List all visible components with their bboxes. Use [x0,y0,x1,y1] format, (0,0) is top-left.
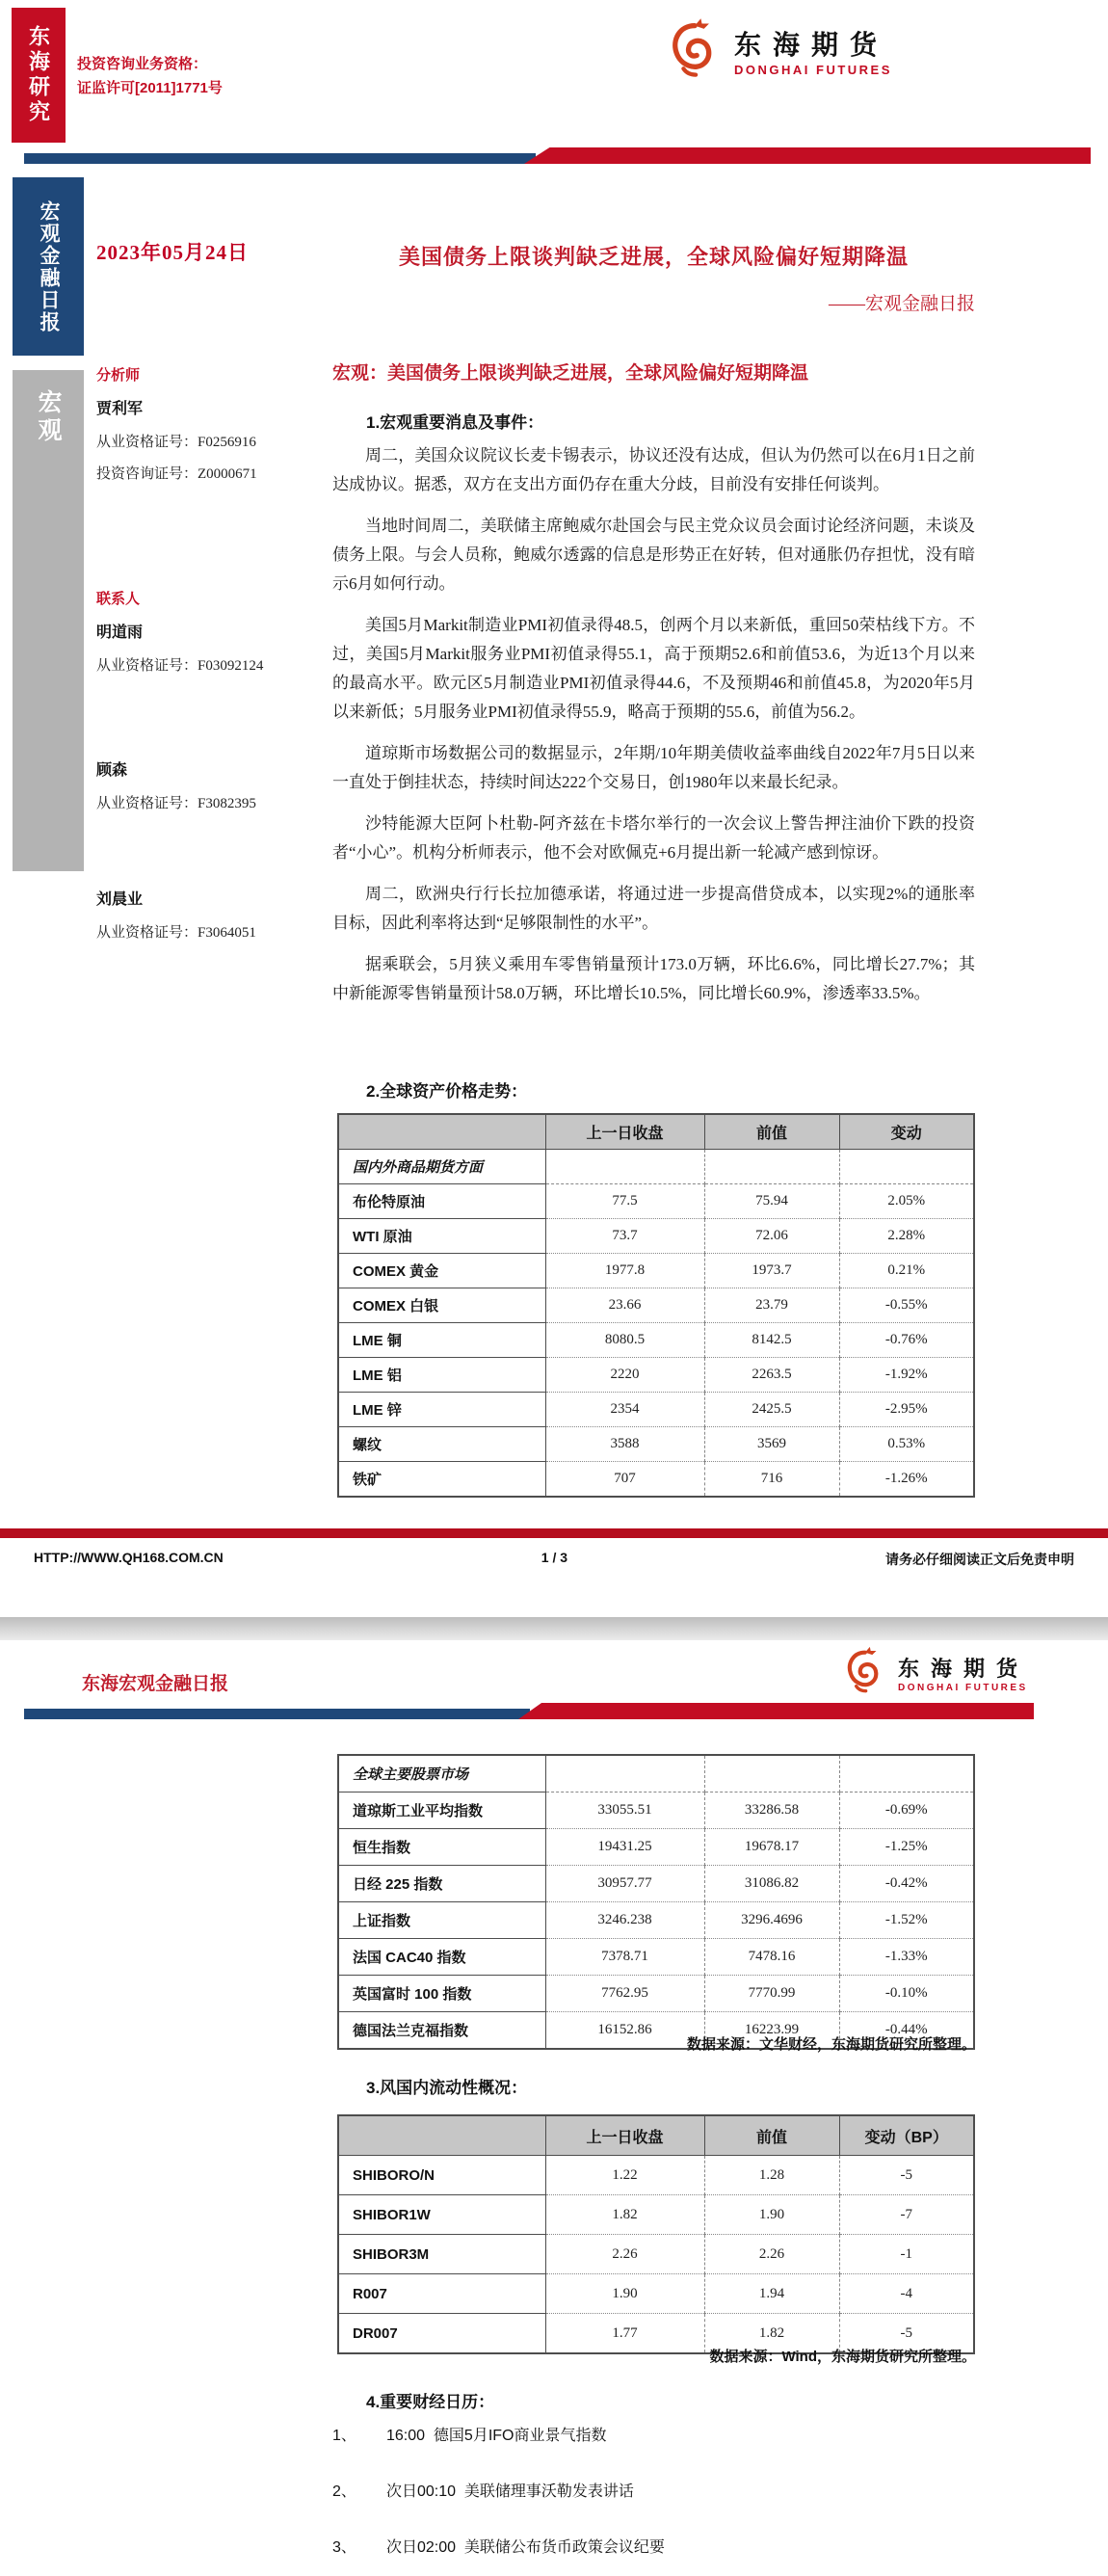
sidebar-report-box [13,177,84,356]
analyst-advisor-cert: 投资咨询证号：Z0000671 [96,466,257,482]
qualification-text [77,52,223,100]
data-source-note-1: 数据来源：文华财经，东海期货研究所整理。 [686,2036,976,2053]
brand-research-box [12,8,66,143]
value-cell: 8142.5 [704,1323,839,1358]
value-cell: -0.10% [839,1976,974,2012]
calendar-item-text: 次日02:00 美联储公布货币政策会议纪要 [386,2539,665,2556]
contact-cert: 从业资格证号：F03092124 [96,658,264,674]
calendar-item [332,2421,975,2451]
report-title: 美国债务上限谈判缺乏进展，全球风险偏好短期降温 [398,245,909,269]
value-cell: 7770.99 [704,1976,839,2012]
value-cell: 2.28% [839,1219,974,1254]
calendar-item-number: 2、 [332,2483,356,2500]
row-label-cell: SHIBORO/N [338,2156,545,2195]
value-cell: -1 [839,2235,974,2274]
value-cell: 2.26 [704,2235,839,2274]
paragraph: 美国5月Markit制造业PMI初值录得48.5，创两个月以来新低，重回50荣枯线下方。不过，美国5月Markit服务业PMI初值录得55.1，高于预期52.6和前值53.6，为近13个月以来的最高水平。欧元区5月制造业PMI初值录得44.6，不及预期46和前值45.8，为2020年5月以来新低；5月服务业PMI初值录得55.9，略高于预期的55.6，前值为56.2。 [332,616,975,721]
table-row [338,1902,974,1939]
value-cell: -5 [839,2156,974,2195]
table-row [338,1866,974,1902]
value-cell: -0.69% [839,1793,974,1829]
value-cell: 72.06 [704,1219,839,1254]
footer-disclaimer-notice: 请务必仔细阅读正文后免责申明 [885,1552,1074,1567]
table-row [338,1427,974,1462]
paragraph: 当地时间周二，美联储主席鲍威尔赴国会与民主党众议员会面讨论经济问题，未谈及债务上限。与会人员称，鲍威尔透露的信息是形势正在好转，但对通胀仍存担忧，没有暗示6月如何行动。 [332,517,975,593]
row-label-cell: WTI 原油 [338,1219,545,1254]
table-row [338,1219,974,1254]
row-label-cell: R007 [338,2274,545,2314]
table-row [338,2235,974,2274]
value-cell: -1.25% [839,1829,974,1866]
table-row [338,1793,974,1829]
table-row [338,1254,974,1288]
table-row [338,2156,974,2195]
table-header-cell: 前值 [704,1114,839,1150]
value-cell: 1973.7 [704,1254,839,1288]
paragraph: 周二，美国众议院议长麦卡锡表示，协议还没有达成，但认为仍然可以在6月1日之前达成协议。据悉，双方在支出方面仍存在重大分歧，目前没有安排任何谈判。 [332,446,975,493]
value-cell: 73.7 [545,1219,704,1254]
value-cell: 1977.8 [545,1254,704,1288]
table-header-cell [338,2115,545,2156]
contact-name: 明道雨 [96,624,144,641]
row-label-cell: COMEX 白银 [338,1288,545,1323]
paragraph: 周二，欧洲央行行长拉加德承诺，将通过进一步提高借贷成本，以实现2%的通胀率目标，因此利率将达到“足够限制性的水平”。 [332,885,975,932]
contact-name: 刘晨业 [96,891,144,908]
brand-research-label: 东海研究 [26,25,51,125]
value-cell: 30957.77 [545,1866,704,1902]
value-cell: -1.33% [839,1939,974,1976]
value-cell: -1.26% [839,1462,974,1498]
value-cell: -0.55% [839,1288,974,1323]
value-cell: 19431.25 [545,1829,704,1866]
data-source-note-2: 数据来源：Wind，东海期货研究所整理。 [709,2349,976,2365]
sidebar-report-label: 宏观金融日报 [38,199,60,333]
value-cell: -1.52% [839,1902,974,1939]
analyst-name: 贾利军 [96,401,144,417]
analyst-block [96,364,332,483]
global-stock-market-table [337,1754,975,2050]
row-label-cell: 道琼斯工业平均指数 [338,1793,545,1829]
company-logo-small [840,1644,1029,1701]
qualification-line2: 证监许可[2011]1771号 [77,80,223,96]
value-cell: 2354 [545,1393,704,1427]
value-cell: 33286.58 [704,1793,839,1829]
contact-block-3 [96,887,332,942]
footer-url: HTTP://WWW.QH168.COM.CN [34,1550,224,1565]
footer-red-bar [0,1528,1108,1538]
row-label-cell: COMEX 黄金 [338,1254,545,1288]
calendar-item [332,2477,975,2507]
page-separator [0,1617,1108,1640]
row-label-cell: 螺纹 [338,1427,545,1462]
table-row [338,1939,974,1976]
table-row [338,2195,974,2235]
table-group-row [338,1755,974,1793]
value-cell: 7378.71 [545,1939,704,1976]
table-header-cell: 上一日收盘 [545,1114,704,1150]
sidebar-category-box [13,370,84,871]
row-label-cell: 上证指数 [338,1902,545,1939]
value-cell: 1.90 [545,2274,704,2314]
value-cell: 23.79 [704,1288,839,1323]
value-cell: 2263.5 [704,1358,839,1393]
value-cell: 2425.5 [704,1393,839,1427]
row-label-cell: 日经 225 指数 [338,1866,545,1902]
value-cell: 1.28 [704,2156,839,2195]
value-cell: -5 [839,2314,974,2354]
domestic-liquidity-table [337,2114,975,2354]
value-cell: 1.82 [704,2314,839,2354]
row-label-cell: 法国 CAC40 指数 [338,1939,545,1976]
row-label-cell: LME 铝 [338,1358,545,1393]
table-header-cell: 变动 [839,1114,974,1150]
paragraph: 据乘联会，5月狭义乘用车零售销量预计173.0万辆，环比6.6%，同比增长27.7%；其中新能源零售销量预计58.0万辆，环比增长10.5%，同比增长60.9%，渗透率33.5%。 [332,955,975,1002]
value-cell: -0.42% [839,1866,974,1902]
paragraph: 道琼斯市场数据公司的数据显示，2年期/10年期美债收益率曲线自2022年7月5日以来一直处于倒挂状态，持续时间达222个交易日，创1980年以来最长纪录。 [332,744,975,791]
calendar-item-number: 3、 [332,2539,356,2556]
table-row [338,1184,974,1219]
calendar-item-text: 次日00:10 美联储理事沃勒发表讲话 [386,2483,634,2500]
value-cell: -4 [839,2274,974,2314]
page2-header-title: 东海宏观金融日报 [82,1674,229,1694]
row-label-cell: DR007 [338,2314,545,2354]
calendar-item-number: 1、 [332,2428,356,2444]
value-cell: 3246.238 [545,1902,704,1939]
table-group-row [338,1150,974,1184]
value-cell: 7478.16 [704,1939,839,1976]
table-row [338,2274,974,2314]
section2-title: 2.全球资产价格走势： [366,1082,528,1101]
logo-chinese-text: 东海期货 [898,1656,1030,1681]
value-cell: 19678.17 [704,1829,839,1866]
value-cell: 716 [704,1462,839,1498]
row-label-cell: SHIBOR1W [338,2195,545,2235]
value-cell: -0.76% [839,1323,974,1358]
global-asset-price-table [337,1113,975,1498]
value-cell: 7762.95 [545,1976,704,2012]
value-cell: 3569 [704,1427,839,1462]
header-divider-blue [24,153,536,164]
body-paragraphs [332,441,975,1021]
row-label-cell: 英国富时 100 指数 [338,1976,545,2012]
value-cell: 1.22 [545,2156,704,2195]
table-group-cell: 国内外商品期货方面 [338,1150,545,1184]
value-cell: 2220 [545,1358,704,1393]
value-cell: 23.66 [545,1288,704,1323]
value-cell: 33055.51 [545,1793,704,1829]
logo-chinese-text: 东海期货 [734,31,889,61]
value-cell: -0.44% [839,2012,974,2050]
logo-english-text: DONGHAI FUTURES [898,1682,1028,1693]
value-cell: -2.95% [839,1393,974,1427]
value-cell: 0.53% [839,1427,974,1462]
table-group-cell: 全球主要股票市场 [338,1755,545,1793]
table-header-row [338,2115,974,2156]
value-cell: 8080.5 [545,1323,704,1358]
table-header-row [338,1114,974,1150]
value-cell: 0.21% [839,1254,974,1288]
row-label-cell: 德国法兰克福指数 [338,2012,545,2050]
page2-divider-blue [24,1709,530,1719]
value-cell: 2.26 [545,2235,704,2274]
sidebar-category-label: 宏观 [35,389,62,445]
value-cell: 1.90 [704,2195,839,2235]
qualification-line1: 投资咨询业务资格： [77,56,208,72]
row-label-cell: 铁矿 [338,1462,545,1498]
row-label-cell: SHIBOR3M [338,2235,545,2274]
section1-title: 1.宏观重要消息及事件： [366,413,544,432]
table-row [338,1393,974,1427]
contact-cert: 从业资格证号：F3064051 [96,925,256,941]
report-date: 2023年05月24日 [96,241,249,264]
table-header-cell [338,1114,545,1150]
value-cell: 1.94 [704,2274,839,2314]
value-cell: 2.05% [839,1184,974,1219]
table-header-cell: 上一日收盘 [545,2115,704,2156]
value-cell: 1.82 [545,2195,704,2235]
contact-cert: 从业资格证号：F3082395 [96,796,256,811]
table-row [338,1829,974,1866]
analyst-cert: 从业资格证号：F0256916 [96,435,256,450]
row-label-cell: LME 铜 [338,1323,545,1358]
macro-section-heading: 宏观：美国债务上限谈判缺乏进展，全球风险偏好短期降温 [332,363,809,384]
calendar-item-text: 16:00 德国5月IFO商业景气指数 [386,2428,607,2444]
paragraph: 沙特能源大臣阿卜杜勒-阿齐兹在卡塔尔举行的一次会议上警告押注油价下跌的投资者“小心”。机构分析师表示，他不会对欧佩克+6月提出新一轮减产感到惊讶。 [332,814,975,862]
row-label-cell: 恒生指数 [338,1829,545,1866]
company-logo [663,15,892,86]
row-label-cell: 布伦特原油 [338,1184,545,1219]
value-cell: 16152.86 [545,2012,704,2050]
page2-divider-red [518,1703,1034,1719]
table-row [338,1358,974,1393]
value-cell: 1.77 [545,2314,704,2354]
contact-name: 顾森 [96,762,128,779]
value-cell: 3296.4696 [704,1902,839,1939]
dragon-logo-icon [840,1644,888,1701]
row-label-cell: LME 锌 [338,1393,545,1427]
footer-page-number: 1 / 3 [541,1550,568,1565]
table-header-cell: 前值 [704,2115,839,2156]
section3-title: 3.风国内流动性概况： [366,2079,528,2097]
economic-calendar [332,2421,975,2576]
table-row [338,1288,974,1323]
table-row [338,1462,974,1498]
table-header-cell: 变动（BP） [839,2115,974,2156]
value-cell: 707 [545,1462,704,1498]
report-subtitle: ——宏观金融日报 [828,294,975,314]
value-cell: 75.94 [704,1184,839,1219]
analyst-label: 分析师 [96,367,141,384]
value-cell: 31086.82 [704,1866,839,1902]
contact-block-1 [96,588,332,675]
value-cell: -7 [839,2195,974,2235]
value-cell: 3588 [545,1427,704,1462]
header-divider-red [524,147,1091,164]
table-row [338,1976,974,2012]
section4-title: 4.重要财经日历： [366,2393,495,2411]
logo-english-text: DONGHAI FUTURES [734,63,892,77]
table-row [338,1323,974,1358]
contact-label: 联系人 [96,591,141,607]
dragon-logo-icon [663,15,725,86]
value-cell: 16223.99 [704,2012,839,2050]
value-cell: -1.92% [839,1358,974,1393]
calendar-item [332,2533,975,2563]
contact-block-2 [96,757,332,812]
value-cell: 77.5 [545,1184,704,1219]
page-footer [0,1550,1108,1569]
